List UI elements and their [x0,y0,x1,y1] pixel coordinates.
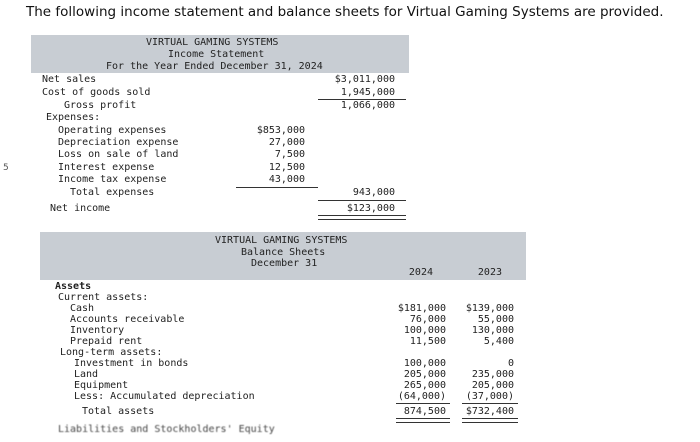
balance-value-2023: 205,000 [471,380,514,391]
balance-value-2023: 0 [507,358,514,369]
balance-value-2024: 205,000 [403,369,446,380]
net-income-double-underline [318,215,406,220]
expense-label: Depreciation expense [58,137,179,148]
expense-value: 27,000 [268,137,305,148]
total-assets-label: Total assets [82,406,155,417]
cogs-value: 1,945,000 [340,87,395,98]
balance-value-2024: 100,000 [403,325,446,336]
expense-label: Operating expenses [58,125,167,136]
balance-row-label: Land [74,369,99,380]
expense-value: $853,000 [256,125,305,136]
balance-row-label: Investment in bonds [74,358,189,369]
total-assets-2023: $732,400 [465,406,514,417]
balance-statement-title: Balance Sheets [241,247,326,258]
expense-label: Income tax expense [58,174,167,185]
expense-label: Loss on sale of land [58,149,179,160]
expense-value: 7,500 [274,149,305,160]
balance-value-2023: 130,000 [471,325,514,336]
income-period: For the Year Ended December 31, 2024 [106,61,323,72]
balance-value-2023: 235,000 [471,369,514,380]
gross-profit-label: Gross profit [64,100,137,111]
total-assets-2024: 874,500 [403,406,446,417]
total-double-underline-2024 [396,418,450,423]
column-2023: 2023 [477,267,502,278]
margin-mark: 5 [3,163,9,173]
balance-company: VIRTUAL GAMING SYSTEMS [215,235,348,246]
underline-2023 [462,403,518,404]
balance-value-2024: (64,000) [397,391,446,402]
net-income-value: $123,000 [346,203,395,214]
balance-value-2023: $139,000 [465,303,514,314]
balance-value-2024: 100,000 [403,358,446,369]
balance-value-2024: 76,000 [409,314,446,325]
net-sales-value: $3,011,000 [334,74,395,85]
intro-text: The following income statement and balance sheets for Virtual Gaming Systems are provided. [26,4,664,20]
balance-value-2023: 5,400 [483,336,514,347]
balance-row-label: Accounts receivable [70,314,185,325]
liabilities-heading-cutoff: Liabilities and Stockholders' Equity [58,424,275,435]
gross-profit-value: 1,066,000 [340,100,395,111]
total-expenses-label: Total expenses [70,187,155,198]
income-company: VIRTUAL GAMING SYSTEMS [146,37,279,48]
balance-value-2024: $181,000 [397,303,446,314]
current-assets-heading: Current assets: [58,292,149,303]
total-double-underline-2023 [462,418,518,423]
balance-value-2024: 11,500 [409,336,446,347]
balance-value-2024: 265,000 [403,380,446,391]
balance-row-label: Cash [70,303,95,314]
cogs-label: Cost of goods sold [42,87,151,98]
balance-row-label: Equipment [74,380,129,391]
balance-value-2023: (37,000) [465,391,514,402]
balance-row-label: Less: Accumulated depreciation [74,391,255,402]
expense-value: 12,500 [268,162,305,173]
balance-row-label: Inventory [70,325,125,336]
income-statement-title: Income Statement [168,49,265,60]
expenses-underline [236,187,318,188]
balance-row-label: Prepaid rent [70,336,143,347]
column-2024: 2024 [408,267,433,278]
longterm-assets-heading: Long-term assets: [60,347,163,358]
underline-2024 [396,403,450,404]
net-income-label: Net income [50,203,111,214]
expenses-label: Expenses: [46,112,101,123]
balance-date: December 31 [251,258,318,269]
expense-value: 43,000 [268,174,305,185]
assets-heading: Assets [55,281,92,292]
net-sales-label: Net sales [42,74,97,85]
expense-label: Interest expense [58,162,155,173]
total-expenses-value: 943,000 [352,187,395,198]
total-expenses-underline [318,200,406,201]
balance-value-2023: 55,000 [477,314,514,325]
